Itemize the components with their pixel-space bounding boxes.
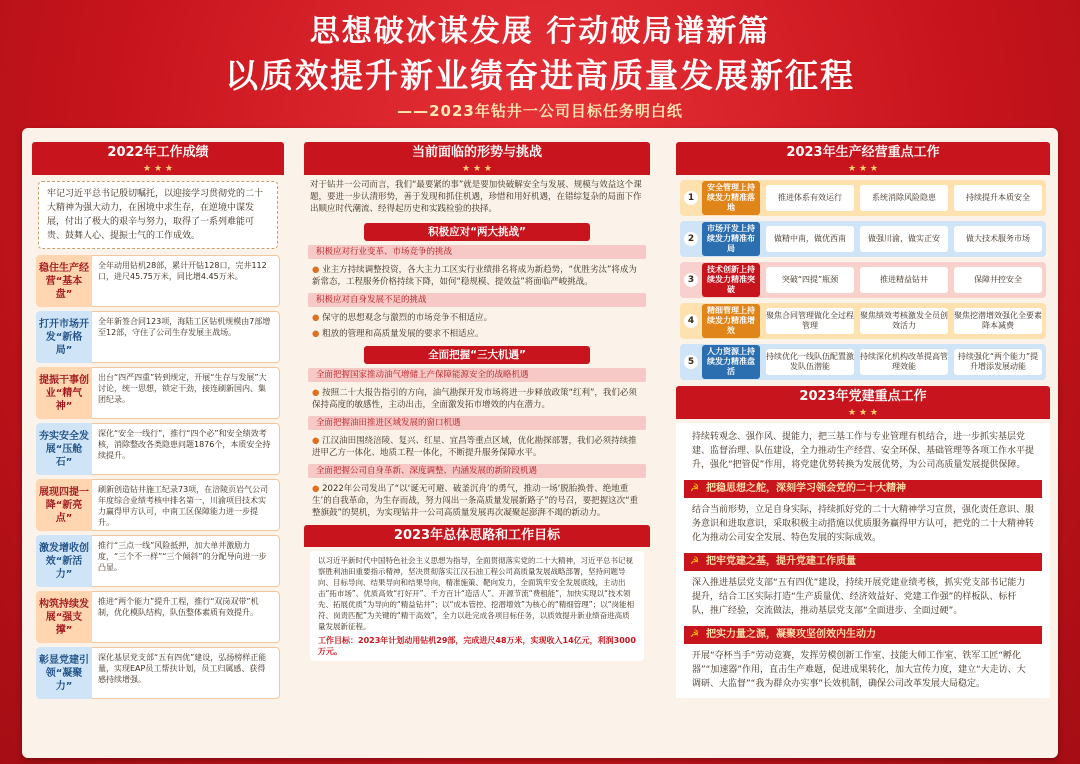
achievement-text: 刷新创造钻井施工纪录73项，在涪陵页岩气公司年度综合业绩考核中排名第一，川渝项目技术实力赢得甲方认可，中南工区保障能力进一步提升。 xyxy=(92,479,280,531)
achievement-item xyxy=(36,591,280,643)
challenge-2-text-b: ● 粗放的管理和高质量发展的要求不相适应。 xyxy=(304,326,650,342)
party-intro: 持续转观念、强作风、提能力，把三基工作与专业管理有机结合，进一步抓实基层党建、监督治理、队伍建设，全力推动生产经营、安全环保、基础管理等各项工作水平提升，强化“把管促”作用，将党建优势转换为发展优势，为公司高质量发展提供保障。 xyxy=(692,432,1035,470)
achievement-item xyxy=(36,423,280,475)
party-text-3: 开展“夺杯当手”劳动竞赛，发挥劳模创新工作室、技能大师工作室、铁军工匠“孵化器”“加速器”作用，直击生产难题，促进成果转化，加大宣传力度，建立“大走访、大调研、大监督”“我为群众办实事”长效机制，确保公司改革发展大局稳定。 xyxy=(692,651,1026,689)
achievement-label: 构筑持续发展“强支撑” xyxy=(36,591,92,643)
challenge-2-text-a: ● 保守的思想观念与激烈的市场竞争不相适应。 xyxy=(304,310,650,326)
board xyxy=(22,128,1058,758)
party-head-3: ☭ 把实力量之源，凝聚攻坚创效内生动力 xyxy=(684,626,1042,644)
achievement-label: 打开市场开发“新格局” xyxy=(36,311,92,363)
row-task: 持续深化机构改革提高管理效能 xyxy=(860,349,948,375)
row-task: 做强川渝，做实正安 xyxy=(860,226,948,252)
party-head-2: ☭ 把牢党建之基，提升党建工作质量 xyxy=(684,553,1042,571)
header xyxy=(0,0,1080,130)
achievement-label: 激发增收创效“新活力” xyxy=(36,535,92,587)
challenge-1-text: ● 业主方持续调整投资，各大主力工区实行业绩排名将成为新趋势，“优胜劣汰”将成为新常态，工程服务价格持续下降，如何“稳规模、提效益”将面临严峻挑战。 xyxy=(304,262,650,290)
row-label: 市场开发上持续发力精准布局 xyxy=(702,222,760,256)
achievement-text: 深化“安全一线行”，推行“四个必”和安全绩效考核，消除整改各类隐患问题1876个，本质安全持续提升。 xyxy=(92,423,280,475)
goals-title: 2023年总体思路和工作目标 xyxy=(304,525,650,547)
row-task: 聚焦绩效考核激发全员创效活力 xyxy=(860,308,948,334)
row-task: 推进精益钻井 xyxy=(860,267,948,293)
row-task: 持续优化一线队伍配置激发队伍潜能 xyxy=(766,349,854,375)
row-task: 推进体系有效运行 xyxy=(766,185,854,211)
row-number: 1 xyxy=(684,191,698,205)
headline-2: 以质效提升新业绩奋进高质量发展新征程 xyxy=(225,56,855,95)
situation-intro: 对于钻井一公司而言，我们“最要紧的事”就是要加快破解安全与发展、规模与效益这个课题，要进一步认清形势，善于发现和抓住机遇，珍惜和用好机遇，在错综复杂的局面下作出顺应时代潮流、经得起历史和实践检验的抉择。 xyxy=(310,180,642,214)
stars: ★ ★ ★ xyxy=(676,407,1050,419)
achievement-text: 全年新签合同123项，海陆工区钻机规模由7部增至12部，守住了公司生存发展主战场。 xyxy=(92,311,280,363)
key-work-row xyxy=(680,180,1046,216)
opportunity-1-text: ● 按照二十大报告指引的方向，油气勘探开发市场将进一步释放政策“红利”，我们必须保持高度的敏感性，主动出击，全面激发拓市增效的内在潜力。 xyxy=(304,385,650,413)
achievement-label: 彰显党建引领“凝聚力” xyxy=(36,647,92,699)
row-task: 持续提升本质安全 xyxy=(954,185,1042,211)
row-task: 持续强化“两个能力”提升增添发展动能 xyxy=(954,349,1042,375)
achievement-item xyxy=(36,479,280,531)
row-task: 聚焦挖潜增效强化全要素降本减费 xyxy=(954,308,1042,334)
achievement-text: 全年动用钻机28部，累计开钻128口，完井112口，进尺45.75万米，同比增4.45万米。 xyxy=(92,255,280,307)
situation-column xyxy=(304,142,650,754)
achievement-item xyxy=(36,311,280,363)
opportunity-2: 全面把握油田推进区域发展的窗口机遇 xyxy=(308,416,646,430)
key-work-rows xyxy=(676,180,1050,380)
party-text-1: 结合当前形势，立足自身实际，持续抓好党的二十大精神学习宣贯，强化责任意识、服务意识和进取意识，采取积极主动措施以优质服务赢得甲方认可，把党的二十大精神转化为推动公司安全发展、特色发展的实际成效。 xyxy=(692,505,1035,543)
opportunity-3: 全面把握公司自身革新、深度调整、内涵发展的新阶段机遇 xyxy=(308,464,646,478)
key-work-title: 2023年生产经营重点工作 xyxy=(676,142,1050,164)
achievements-intro: 牢记习近平总书记殷切嘱托，以迎接学习贯彻党的二十大精神为强大动力，在困境中求生存，在逆境中谋发展，付出了极大的艰辛与努力，取得了一系列难能可贵、鼓舞人心、提振士气的工作成效。 xyxy=(38,181,278,249)
key-work-row xyxy=(680,262,1046,298)
goal-target: 工作目标：2023年计划动用钻机29部，完成进尺48万米，实现收入14亿元，利润3000万元。 xyxy=(318,636,636,656)
opportunity-2-text: ● 江汉油田围绕涪陵、复兴、红星、宜昌等重点区域，优化勘探部署，我们必须持续推进甲乙方一体化、地质工程一体化，不断提升服务保障水平。 xyxy=(304,433,650,461)
stars: ★ ★ ★ xyxy=(304,163,650,175)
key-work-column xyxy=(676,142,1050,754)
subtitle: ——2023年钻井一公司目标任务明白纸 xyxy=(397,102,683,120)
row-task: 突破“四提”瓶颈 xyxy=(766,267,854,293)
achievement-text: 出台“四严四重”转到规定，开展“生存与发展”大讨论，统一思想，锁定干劲，接连刷新国内、集团纪录。 xyxy=(92,367,280,419)
party-box xyxy=(676,423,1050,698)
stars: ★ ★ ★ xyxy=(676,163,1050,175)
row-label: 安全管理上持续发力精准落地 xyxy=(702,181,760,215)
key-work-row xyxy=(680,221,1046,257)
achievements-list xyxy=(32,255,284,699)
row-number: 2 xyxy=(684,232,698,246)
party-title: 2023年党建重点工作 xyxy=(676,386,1050,408)
achievement-text: 深化基层党支部“五有四优”建设，弘扬榜样正能量，实现EAP员工帮扶计划，员工归属感、获得感持续增强。 xyxy=(92,647,280,699)
opportunities-bar: 全面把握“三大机遇” xyxy=(364,346,590,364)
key-work-row xyxy=(680,303,1046,339)
goals-text: 以习近平新时代中国特色社会主义思想为指导，全面贯彻落实党的二十大精神，习近平总书记视察胜利油田重要指示精神，坚决贯彻落实江汉石油工程公司高质量发展战略部署，坚持问题导向、目标导向、结果导向和结果导向，精准施策、靶向发力，全面筑牢安全发展底线，主动出击“拓市场”、优质高效“打好开”、千方百计“造活人”、开源节流“费租能”，加快实现以“技术领先、拓展优质”为导向的“精益钻井”；以“成本管控、挖潜增效”为核心的“精细管理”；以“岗能相符、岗责匹配”为关键的“精干高效”，全力以赴完成各项目标任务，以质效提升新业绩奋进高质量发展新征程。 xyxy=(318,556,635,631)
row-task: 系统消除风险隐患 xyxy=(860,185,948,211)
row-number: 4 xyxy=(684,314,698,328)
goals-box xyxy=(310,551,644,661)
stars: ★ ★ ★ xyxy=(32,163,284,175)
achievement-label: 展现四提一降“新亮点” xyxy=(36,479,92,531)
achievement-text: 推进“两个能力”提升工程，推行“双岗双带”机制，优化模队结构，队伍整体素质有效提升。 xyxy=(92,591,280,643)
achievement-label: 夯实安全发展“压舱石” xyxy=(36,423,92,475)
party-head-1: ☭ 把稳思想之舵，深刻学习领会党的二十大精神 xyxy=(684,480,1042,498)
opportunity-1: 全面把握国家推动油气增储上产保障能源安全的战略机遇 xyxy=(308,368,646,382)
row-task: 做大技术服务市场 xyxy=(954,226,1042,252)
achievement-item xyxy=(36,647,280,699)
opportunity-3-text: ● 2022年公司发出了“以‘诞无可避、破釜沉舟’的勇气，推动一场‘脱胎换骨、绝地重生’的自我革命，为生存而战，努力闯出一条高质量发展新路子”的号召，要把握这次“重整旗鼓”的契机，为实现钻井一公司高质量发展再次凝聚起澎湃不竭的新动力。 xyxy=(304,481,650,521)
situation-title: 当前面临的形势与挑战 xyxy=(304,142,650,164)
row-label: 精细管理上持续发力精准增效 xyxy=(702,304,760,338)
challenges-bar: 积极应对“两大挑战” xyxy=(364,223,590,241)
achievement-item xyxy=(36,535,280,587)
row-number: 3 xyxy=(684,273,698,287)
challenge-1: 积极应对行业变革、市场竞争的挑战 xyxy=(308,245,646,259)
challenge-2: 积极应对自身发展不足的挑战 xyxy=(308,293,646,307)
achievements-title: 2022年工作成绩 xyxy=(32,142,284,164)
achievements-column xyxy=(32,142,284,754)
achievement-item xyxy=(36,255,280,307)
achievement-text: 推行“三点一线”风险抵押，加大单井激励力度，“三个不一样”“三个倾斜”的分配导向进一步凸显。 xyxy=(92,535,280,587)
achievement-label: 稳住生产经营“基本盘” xyxy=(36,255,92,307)
headline-1: 思想破冰谋发展 行动破局谱新篇 xyxy=(309,14,771,49)
row-task: 聚焦合同管理做化全过程管理 xyxy=(766,308,854,334)
key-work-row xyxy=(680,344,1046,380)
row-task: 保障井控安全 xyxy=(954,267,1042,293)
row-label: 技术创新上持续发力精准突破 xyxy=(702,263,760,297)
achievement-item xyxy=(36,367,280,419)
row-task: 做精中南，做优西南 xyxy=(766,226,854,252)
row-number: 5 xyxy=(684,355,698,369)
row-label: 人力资源上持续发力精准盘活 xyxy=(702,345,760,379)
achievement-label: 提振干事创业“精气神” xyxy=(36,367,92,419)
party-text-2: 深入推进基层党支部“五有四优”建设，持续开展党建业绩考核，抓实党支部书记能力提升，结合工区实际打造“生产质量优、经济效益好、党建工作强”的样板队、标杆队，推广经验，交流做法，推动基层党支部“全面进步、全面过硬”。 xyxy=(692,578,1026,616)
